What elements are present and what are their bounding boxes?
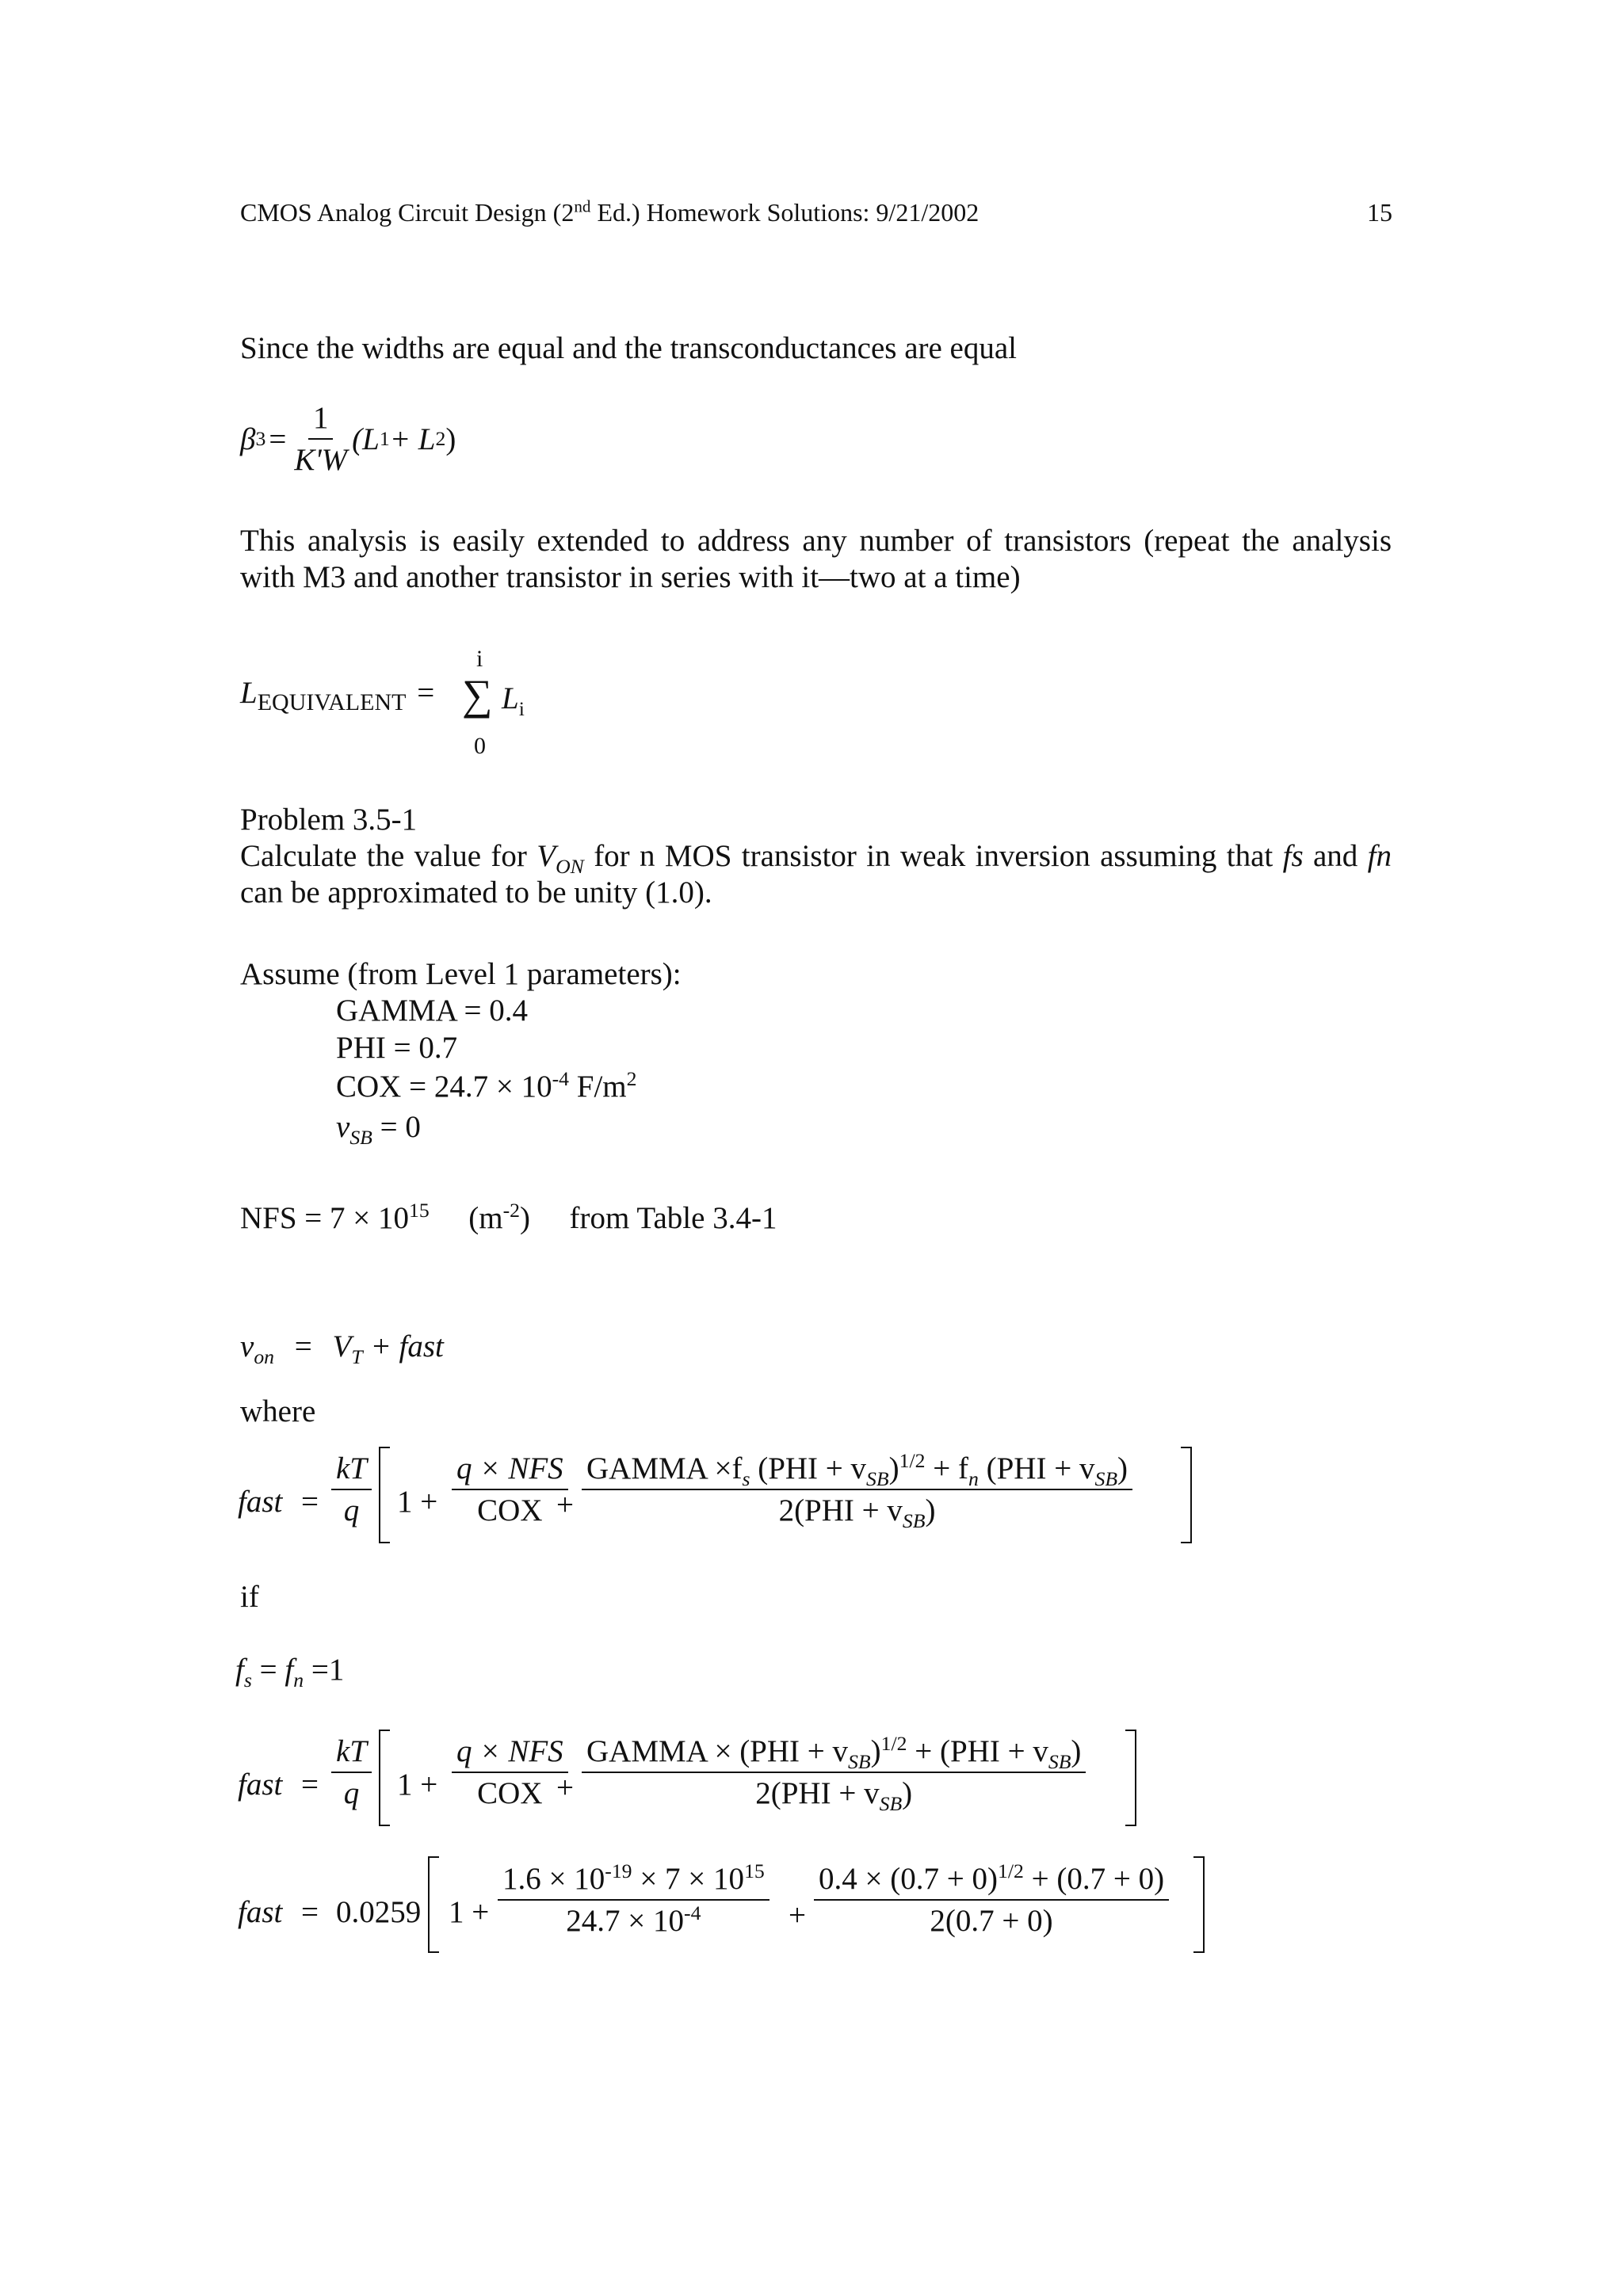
assume-heading: Assume (from Level 1 parameters): (240, 957, 682, 991)
beta-equation: β 3 = $\frac{1}{K'W}$ (L 1 + L 2 ) (240, 401, 456, 477)
fast2-den (750, 1773, 917, 1815)
fast2-ktq (331, 1736, 372, 1809)
fast2-den-b: ) (902, 1776, 913, 1810)
fast3-num1-b: × 7 × 10 (632, 1862, 745, 1896)
fast1-den-b: ) (925, 1493, 936, 1527)
fsfn-s: s (243, 1668, 252, 1691)
intro-text: Since the widths are equal and the transconductances are equal (240, 331, 1018, 365)
vsb-sub: SB (349, 1125, 372, 1149)
header-title: CMOS Analog Circuit Design (2 (240, 198, 575, 227)
beta-l2: + L (389, 421, 436, 456)
nfs-unit: (m (468, 1201, 503, 1235)
if-label: if (240, 1580, 259, 1614)
fast2-num-c: + (PHI + v (907, 1734, 1048, 1768)
von-rest: + fast (362, 1329, 444, 1363)
assume-cox (336, 1067, 637, 1104)
problem-text-c: and (1303, 839, 1368, 873)
problem-fs: fs (1282, 839, 1304, 873)
fast2-num (582, 1732, 1086, 1773)
beta-num: 1 (308, 402, 334, 440)
nfs-exp: 15 (409, 1199, 430, 1222)
fast3-frac1 (498, 1859, 769, 1938)
assume-gamma: GAMMA = 0.4 (336, 994, 528, 1028)
fsfn-f1: f (235, 1653, 244, 1687)
fast2-num-sb: SB (848, 1749, 871, 1773)
problem-text (240, 838, 1392, 911)
fast1-num-n: n (968, 1466, 979, 1490)
von-equation (240, 1329, 444, 1368)
fast2-den-sb: SB (879, 1791, 903, 1815)
fast2-num-b: ) (870, 1734, 881, 1768)
fast3-coef: 0.0259 (336, 1895, 422, 1929)
beta-eq-sign: = (269, 421, 287, 456)
fast3-den1-e: -4 (684, 1901, 701, 1924)
lequiv-term-l: L (502, 681, 519, 715)
fsfn-n: n (293, 1668, 304, 1691)
assume-phi: PHI = 0.7 (336, 1031, 458, 1065)
lequiv-equation (240, 676, 435, 715)
beta-symbol: β (240, 421, 256, 456)
fast1-den (774, 1490, 941, 1532)
fast3-right-bracket (1193, 1856, 1205, 1953)
fast1-den-a: 2(PHI + v (778, 1493, 903, 1527)
fast1-num-b: (PHI + v (750, 1451, 867, 1486)
fast1-one-plus: 1 + (397, 1485, 438, 1519)
fast3-num2-a: 0.4 × (0.7 + 0) (819, 1862, 998, 1896)
fast2-right-bracket (1125, 1730, 1136, 1826)
fast2-num-exp: 1/2 (880, 1732, 907, 1755)
fast3-den2: 2(0.7 + 0) (930, 1904, 1053, 1938)
problem-fn: fn (1367, 839, 1392, 873)
fast3-num1-e2: 15 (744, 1859, 765, 1882)
fast1-left-bracket (379, 1447, 390, 1543)
fast3-eq: = (301, 1895, 319, 1929)
fast1-den-sb: SB (902, 1508, 926, 1532)
vsb-sym: v (336, 1110, 350, 1144)
lequiv-eq: = (417, 676, 435, 710)
beta-den: K'W (294, 443, 348, 477)
fast2-left-bracket (379, 1730, 390, 1826)
where-label: where (240, 1394, 316, 1428)
von-lhs-sub: on (254, 1344, 275, 1368)
fast1-lhs: fast (238, 1485, 283, 1519)
analysis-paragraph: This analysis is easily extended to address any number of transistors (repeat the analysis with M3 and another transistor in series with it—two at a time) (240, 524, 1392, 594)
fast2-num-sb2: SB (1048, 1749, 1071, 1773)
header-title-sup: nd (574, 196, 591, 216)
fast1-right-bracket (1181, 1447, 1192, 1543)
fast3-plus: + (789, 1898, 806, 1932)
problem-text-a: Calculate the value for (240, 839, 537, 873)
fast3-num1-e1: -19 (605, 1859, 632, 1882)
fast1-num-s: s (742, 1466, 750, 1490)
problem-text-d: can be approximated to be unity (1.0). (240, 875, 712, 910)
fast1-eq: = (301, 1485, 319, 1519)
fast2-cox: COX (477, 1776, 543, 1810)
fast3-num2 (814, 1859, 1169, 1901)
problem-text-b: for n MOS transistor in weak inversion assuming that (583, 839, 1283, 873)
running-header (240, 198, 979, 227)
sigma-upper: i (476, 646, 483, 672)
fast3-left-bracket (428, 1856, 439, 1953)
fast3-lhs: fast (238, 1895, 283, 1929)
beta-l1: (L (352, 421, 380, 456)
fast1-num-a: GAMMA ×f (586, 1451, 743, 1486)
fast1-num-sb2: SB (1094, 1466, 1118, 1490)
fast2-num-a: GAMMA × (PHI + v (586, 1734, 849, 1768)
fast3-num1-a: 1.6 × 10 (502, 1862, 605, 1896)
nfs-unit-close: ) (520, 1201, 531, 1235)
von-vt: V (332, 1329, 352, 1363)
vsb-val: = 0 (372, 1110, 421, 1144)
cox-unit: F/m (569, 1070, 627, 1104)
fast1-q: q (343, 1493, 360, 1527)
problem-von-sub: ON (556, 854, 584, 878)
fast3-frac2 (814, 1859, 1169, 1938)
cox-unit-exp: 2 (626, 1067, 637, 1090)
fast2-frac2 (582, 1732, 1086, 1815)
fast1-cox: COX (477, 1493, 543, 1527)
lequiv-symbol: L (240, 676, 258, 710)
von-vt-sub: T (351, 1344, 363, 1368)
fast1-kt: kT (331, 1453, 372, 1490)
fast1-plus: + (556, 1488, 574, 1522)
fast1-num-c: ) (888, 1451, 899, 1486)
fast2-eq: = (301, 1768, 319, 1802)
fast2-kt: kT (331, 1736, 372, 1773)
page-number: 15 (1367, 198, 1392, 227)
fast2-plus: + (556, 1771, 574, 1805)
fast2-den-a: 2(PHI + v (755, 1776, 880, 1810)
fast1-num-f: ) (1117, 1451, 1128, 1486)
problem-von: V (537, 839, 556, 873)
fast1-ktq (331, 1453, 372, 1526)
fast1-num-e: (PHI + v (978, 1451, 1095, 1486)
fast1-qnfs: q × NFS (452, 1453, 568, 1490)
fast2-lhs: fast (238, 1768, 283, 1802)
fast2-frac1 (452, 1736, 568, 1809)
sigma-symbol: ∑ (462, 671, 493, 719)
assume-vsb (336, 1110, 421, 1149)
fsfn-eq2: =1 (304, 1653, 345, 1687)
fast2-one-plus: 1 + (397, 1768, 438, 1802)
header-title-rest: Ed.) Homework Solutions: 9/21/2002 (590, 198, 980, 227)
lequiv-term (502, 681, 525, 720)
fast3-num2-b: + (0.7 + 0) (1023, 1862, 1165, 1896)
nfs-unit-exp: -2 (502, 1199, 521, 1222)
lequiv-sub: EQUIVALENT (257, 688, 407, 715)
fast3-num1 (498, 1859, 769, 1901)
fast1-num-sb: SB (866, 1466, 889, 1490)
von-lhs: v (240, 1329, 254, 1363)
fsfn-eq1: = (251, 1653, 285, 1687)
fast3-den1-a: 24.7 × 10 (566, 1904, 685, 1938)
nfs-pre: NFS = 7 × 10 (240, 1201, 410, 1235)
beta-close: ) (445, 421, 456, 456)
beta-fraction (289, 402, 352, 475)
problem-title: Problem 3.5-1 (240, 803, 418, 837)
lequiv-term-sub: i (518, 696, 525, 720)
nfs-line (240, 1199, 777, 1235)
fast3-num2-e: 1/2 (997, 1859, 1024, 1882)
fast1-num-exp: 1/2 (899, 1449, 926, 1472)
fast2-num-d: ) (1071, 1734, 1082, 1768)
fast2-qnfs: q × NFS (452, 1736, 568, 1773)
fast3-den1 (561, 1901, 705, 1936)
fast1-frac1 (452, 1453, 568, 1526)
cox-pre: COX = 24.7 × 10 (336, 1070, 552, 1104)
nfs-source: from Table 3.4-1 (569, 1201, 777, 1235)
fast1-num (582, 1449, 1132, 1490)
cox-exp: -4 (552, 1067, 570, 1090)
fast1-num-d: + f (925, 1451, 968, 1486)
fast2-q: q (343, 1776, 360, 1810)
fsfn-equation (235, 1653, 345, 1691)
fast3-one-plus: 1 + (449, 1895, 490, 1929)
fast1-frac2 (582, 1449, 1132, 1532)
fsfn-f2: f (285, 1653, 294, 1687)
von-eq: = (294, 1329, 312, 1363)
sigma-lower: 0 (474, 733, 486, 759)
